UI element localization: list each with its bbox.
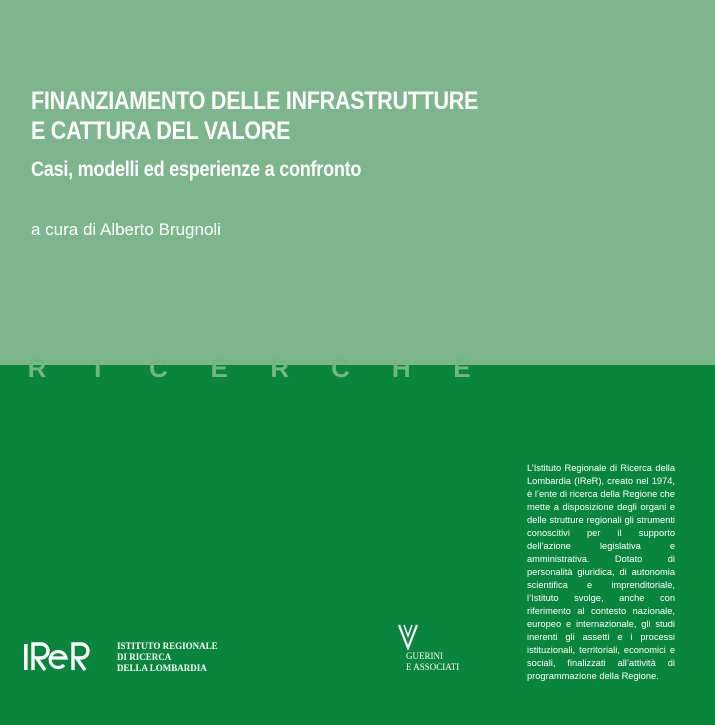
series-letter: R: [27, 353, 47, 383]
series-name: [27, 353, 472, 383]
book-title: [31, 86, 691, 146]
series-letter: R: [270, 353, 290, 383]
publisher-name-line: GUERINI: [406, 651, 443, 661]
series-letter: E: [453, 353, 471, 383]
series-letter: C: [331, 353, 350, 383]
institute-name-line: ISTITUTO REGIONALE: [117, 641, 218, 651]
institute-name: [117, 641, 218, 674]
book-subtitle: Casi, modelli ed esperienze a confronto: [31, 158, 362, 181]
institute-name-line: DI RICERCA: [117, 652, 172, 662]
publisher-name: [406, 651, 459, 673]
series-letter: E: [210, 353, 228, 383]
publisher-name-line: E ASSOCIATI: [406, 662, 460, 672]
editor-credit: a cura di Alberto Brugnoli: [31, 220, 221, 239]
irer-logo: [24, 640, 104, 674]
publisher-logo-icon: [398, 624, 418, 650]
institute-name-line: DELLA LOMBARDIA: [117, 663, 207, 673]
title-line-2: E CATTURA DEL VALORE: [31, 117, 291, 145]
series-letter: H: [391, 353, 411, 383]
title-line-1: FINANZIAMENTO DELLE INFRASTRUTTURE: [31, 87, 479, 115]
series-letter: C: [149, 353, 168, 383]
institute-description: L’Istituto Regionale di Ricerca della Lombardia (IReR), creato nel 1974, è l’ente di ricerca della Regione che mette a disposizione degli organi e delle strutture regionali gli strumenti conoscitivi per il supporto dell’azione legislativa e amministrativa. Dotato di personalità giuridica, di autonomia scientifica e imprenditoriale, l’Istituto svolge, anche con riferimento al contesto nazionale, europeo e internazionale, gli studi inerenti gli assetti e i processi istituzionali, territoriali, economici e sociali, finalizzati all’attività di programmazione della Regione.: [527, 463, 675, 681]
series-letter: I: [94, 353, 102, 383]
